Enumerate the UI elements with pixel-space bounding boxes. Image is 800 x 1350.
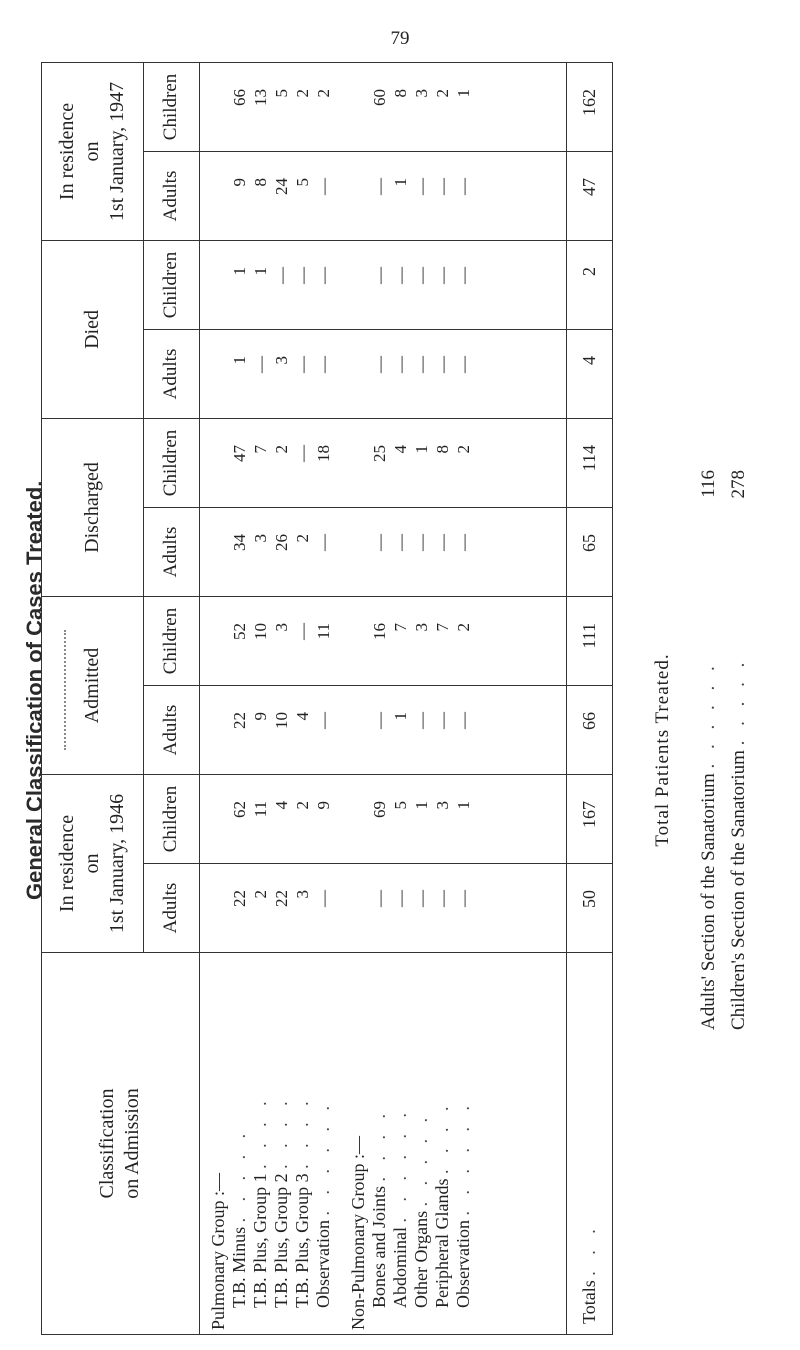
summary-value: 278 (728, 470, 749, 499)
table-cell: — (292, 444, 312, 462)
table-cell: 1 (453, 88, 473, 98)
sub-header-adults: Adults (143, 686, 199, 775)
table-cell: — (313, 890, 333, 907)
table-cell: 3 (292, 890, 312, 899)
table-cell: — (313, 355, 333, 373)
classification-label (229, 953, 250, 1334)
sub-header-children: Children (143, 62, 199, 151)
total-cell: 65 (567, 507, 613, 596)
classification-label-text: T.B. Minus (228, 1226, 249, 1308)
classification-label-text: Observation (452, 1220, 473, 1308)
classification-label (313, 953, 334, 1334)
group-header-line: 1st January, 1947 (105, 81, 128, 222)
table-cell: 2 (453, 622, 473, 632)
table-cell: 62 (229, 801, 249, 818)
table-cell: — (369, 890, 389, 907)
classification-label (292, 953, 313, 1334)
table-cell (348, 775, 369, 863)
table-cell: 66 (229, 88, 249, 106)
table-cell: 4 (390, 444, 410, 454)
leader-dots: . . . . . (228, 1127, 249, 1223)
leader-dots: . . . . . . (452, 1100, 473, 1216)
group-header-admitted (42, 596, 144, 774)
table-cell: — (432, 177, 452, 195)
table-cell: 1 (229, 355, 249, 365)
table-cell: — (313, 177, 333, 195)
table-cell: — (453, 355, 473, 373)
table-cell: — (369, 266, 389, 284)
group-header-residence-1947 (42, 62, 144, 240)
table-cell: 25 (369, 444, 389, 462)
classification-label (271, 953, 292, 1334)
table-cell: — (411, 533, 431, 551)
total-cell: 47 (567, 151, 613, 240)
leader-dots: . . . . (368, 1107, 389, 1182)
classification-label-text: Bones and Joints (368, 1185, 389, 1308)
table-cell: — (292, 355, 312, 373)
table-cell: — (390, 533, 410, 551)
table-cell: 8 (432, 444, 452, 454)
table-cell: — (453, 712, 473, 729)
table-cell: 1 (453, 801, 473, 810)
table-cell: 22 (229, 712, 249, 729)
values-column (199, 62, 566, 151)
group-header-residence-1946 (42, 775, 144, 953)
group-header-line: Discharged (80, 462, 103, 553)
summary-label-text: Adults' Section of the Sanatorium (698, 773, 719, 1030)
table-cell: — (250, 355, 270, 373)
classification-label-text: Other Organs (410, 1210, 431, 1308)
group-heading (208, 953, 229, 1334)
table-cell: — (453, 533, 473, 551)
table-cell: 22 (229, 890, 249, 907)
table-cell (208, 686, 229, 774)
table-cell: — (313, 712, 333, 729)
leader-dots: . . . . (249, 1095, 270, 1169)
table-cell (208, 775, 229, 863)
table-cell: 1 (411, 801, 431, 810)
values-column (199, 596, 566, 685)
table-cell: 3 (411, 622, 431, 632)
table-cell: 9 (250, 712, 270, 721)
table-cell: 2 (292, 88, 312, 98)
table-cell: — (390, 355, 410, 373)
classification-label-text: Non-Pulmonary Group :— (347, 1136, 368, 1330)
table-cell: 5 (390, 801, 410, 810)
table-cell: — (453, 890, 473, 907)
classification-label (432, 953, 453, 1334)
table-cell: — (313, 533, 333, 551)
total-cell: 50 (567, 864, 613, 953)
table-cell: 4 (292, 712, 312, 721)
table-cell: 1 (411, 444, 431, 454)
classification-label-text: T.B. Plus, Group 3 (291, 1173, 312, 1308)
table-cell: 2 (271, 444, 291, 454)
table-cell (208, 330, 229, 418)
summary-line-children (728, 470, 758, 1030)
page-number: 79 (390, 28, 410, 49)
total-cell: 2 (567, 240, 613, 329)
total-cell: 4 (567, 329, 613, 418)
table-cell (348, 241, 369, 329)
table-cell: 5 (292, 177, 312, 187)
table-cell: 1 (390, 712, 410, 721)
table-cell: — (432, 533, 452, 551)
leader-dots: . . . . (431, 1100, 452, 1175)
table-cell: 16 (369, 622, 389, 640)
table-cell (348, 686, 369, 774)
leader-dots: . . . . . . (389, 1107, 410, 1223)
leader-dots: . . . . . . (312, 1100, 333, 1216)
leader-dots: . . . (579, 1223, 599, 1276)
table-cell: — (432, 355, 452, 373)
table-cell: 2 (313, 88, 333, 98)
table-cell (208, 508, 229, 596)
table-cell: 5 (271, 88, 291, 98)
table-cell: 60 (369, 88, 389, 106)
table-cell: — (411, 177, 431, 195)
table-cell: — (432, 890, 452, 907)
summary-line-adults (698, 470, 728, 1030)
totals-label-text: Totals (579, 1280, 599, 1324)
group-header-row (42, 62, 144, 1334)
table-cell: 2 (292, 801, 312, 810)
table-cell (348, 597, 369, 685)
leader-dots: . . . . (270, 1095, 291, 1169)
table-cell: — (313, 266, 333, 284)
table-cell: 7 (390, 622, 410, 632)
leader-dots: . . . . . (410, 1111, 431, 1207)
values-column (199, 864, 566, 953)
table-cell: 34 (229, 533, 249, 551)
table-cell: — (411, 355, 431, 373)
values-column (199, 240, 566, 329)
classification-label-text: Observation (312, 1220, 333, 1308)
table-cell: 3 (271, 355, 291, 365)
table-cell: 47 (229, 444, 249, 462)
classification-label-text: Pulmonary Group :— (207, 1173, 228, 1330)
group-header-line: on (80, 853, 103, 874)
classification-header-line: Classification (96, 1088, 119, 1199)
table-cell (208, 152, 229, 240)
classification-header-line: on Admission (121, 1088, 144, 1199)
table-cell: 52 (229, 622, 249, 640)
body-row (199, 62, 566, 1334)
table-cell: — (411, 890, 431, 907)
page-title-text: General Classification of Cases Treated. (22, 480, 47, 900)
group-header-line: In residence (55, 814, 78, 913)
table-cell: 7 (250, 444, 270, 454)
sub-header-adults: Adults (143, 151, 199, 240)
group-header-died (42, 240, 144, 418)
group-header-line: In residence (55, 102, 78, 201)
table-cell: — (369, 533, 389, 551)
leader-dots: . . . . . . (698, 661, 719, 769)
table-cell: — (369, 712, 389, 729)
table-cell: 10 (250, 622, 270, 640)
total-cell: 162 (567, 62, 613, 151)
values-column (199, 686, 566, 775)
table-cell: 3 (271, 622, 291, 632)
table-cell (208, 597, 229, 685)
table-cell (208, 241, 229, 329)
classification-table-rotated (41, 63, 613, 1335)
classification-table (41, 62, 613, 1335)
group-header-line: 1st January, 1946 (105, 793, 128, 934)
table-cell: 4 (271, 801, 291, 810)
table-cell: 2 (292, 533, 312, 543)
table-cell: — (432, 712, 452, 729)
total-cell: 66 (567, 686, 613, 775)
table-cell (348, 330, 369, 418)
table-cell (348, 419, 369, 507)
classification-label-text: Peripheral Glands (431, 1178, 452, 1308)
classification-label (411, 953, 432, 1334)
table-cell: — (271, 266, 291, 284)
table-cell: — (292, 266, 312, 284)
summary-heading: Total Patients Treated. (652, 653, 673, 847)
group-heading (348, 953, 369, 1334)
table-cell: 8 (250, 177, 270, 187)
values-column (199, 418, 566, 507)
table-cell: — (292, 622, 312, 640)
table-cell (348, 864, 369, 952)
sub-header-adults: Adults (143, 864, 199, 953)
table-cell: 2 (453, 444, 473, 454)
table-cell: 11 (313, 622, 333, 640)
leader-dots: . . . . . (728, 657, 749, 746)
summary-label (728, 658, 750, 1030)
table-cell: 9 (229, 177, 249, 187)
table-cell: 1 (390, 177, 410, 187)
group-header-line: on (80, 141, 103, 162)
table-cell: 13 (250, 88, 270, 106)
values-column (199, 329, 566, 418)
table-cell: — (411, 712, 431, 729)
summary-label (698, 661, 720, 1030)
table-cell (208, 419, 229, 507)
table-cell: — (369, 355, 389, 373)
table-cell: — (453, 177, 473, 195)
table-cell: 7 (432, 622, 452, 632)
values-column (199, 507, 566, 596)
sub-header-children: Children (143, 596, 199, 685)
total-cell: 114 (567, 418, 613, 507)
group-header-line: Died (80, 310, 103, 349)
table-cell (348, 152, 369, 240)
table-cell: 26 (271, 533, 291, 551)
classification-label-text: Abdominal (389, 1227, 410, 1308)
table-cell: 3 (411, 88, 431, 98)
table-cell (208, 63, 229, 151)
sub-header-children: Children (143, 240, 199, 329)
table-cell: 2 (250, 890, 270, 899)
table-cell: 1 (250, 266, 270, 276)
table-cell: 9 (313, 801, 333, 810)
group-header-discharged (42, 418, 144, 596)
classification-label-text: T.B. Plus, Group 2 (270, 1173, 291, 1308)
summary-value: 116 (698, 470, 719, 498)
table-cell: 8 (390, 88, 410, 98)
sub-header-children: Children (143, 775, 199, 864)
table-cell: 3 (432, 801, 452, 810)
summary-label-text: Children's Section of the Sanatorium (728, 750, 749, 1030)
table-cell: 1 (229, 266, 249, 276)
table-cell (348, 63, 369, 151)
values-column (199, 151, 566, 240)
classification-label (453, 953, 474, 1334)
table-cell: — (453, 266, 473, 284)
leader-dots: . . . . (291, 1095, 312, 1169)
sub-header-adults: Adults (143, 507, 199, 596)
table-cell: — (432, 266, 452, 284)
sub-header-children: Children (143, 418, 199, 507)
classification-label (250, 953, 271, 1334)
total-patients-summary (652, 470, 777, 1030)
table-cell: — (390, 890, 410, 907)
table-cell: 69 (369, 801, 389, 818)
totals-label (567, 953, 613, 1335)
classification-header (42, 953, 200, 1335)
table-cell: — (369, 177, 389, 195)
table-cell: 24 (271, 177, 291, 195)
table-cell: 10 (271, 712, 291, 729)
table-cell (348, 508, 369, 596)
table-cell (208, 864, 229, 952)
table-cell: 22 (271, 890, 291, 907)
table-cell: 3 (250, 533, 270, 543)
total-cell: 167 (567, 775, 613, 864)
classification-label (369, 953, 390, 1334)
classification-label (390, 953, 411, 1334)
sub-header-adults: Adults (143, 329, 199, 418)
values-column (199, 775, 566, 864)
table-cell: 2 (432, 88, 452, 98)
table-cell: — (411, 266, 431, 284)
classification-label-text: T.B. Plus, Group 1 (249, 1173, 270, 1308)
classification-labels (199, 953, 566, 1335)
total-cell: 111 (567, 596, 613, 685)
totals-row (567, 62, 613, 1334)
table-cell: 18 (313, 444, 333, 462)
table-cell: 11 (250, 801, 270, 818)
group-header-line: Admitted (80, 647, 103, 724)
table-cell: — (390, 266, 410, 284)
